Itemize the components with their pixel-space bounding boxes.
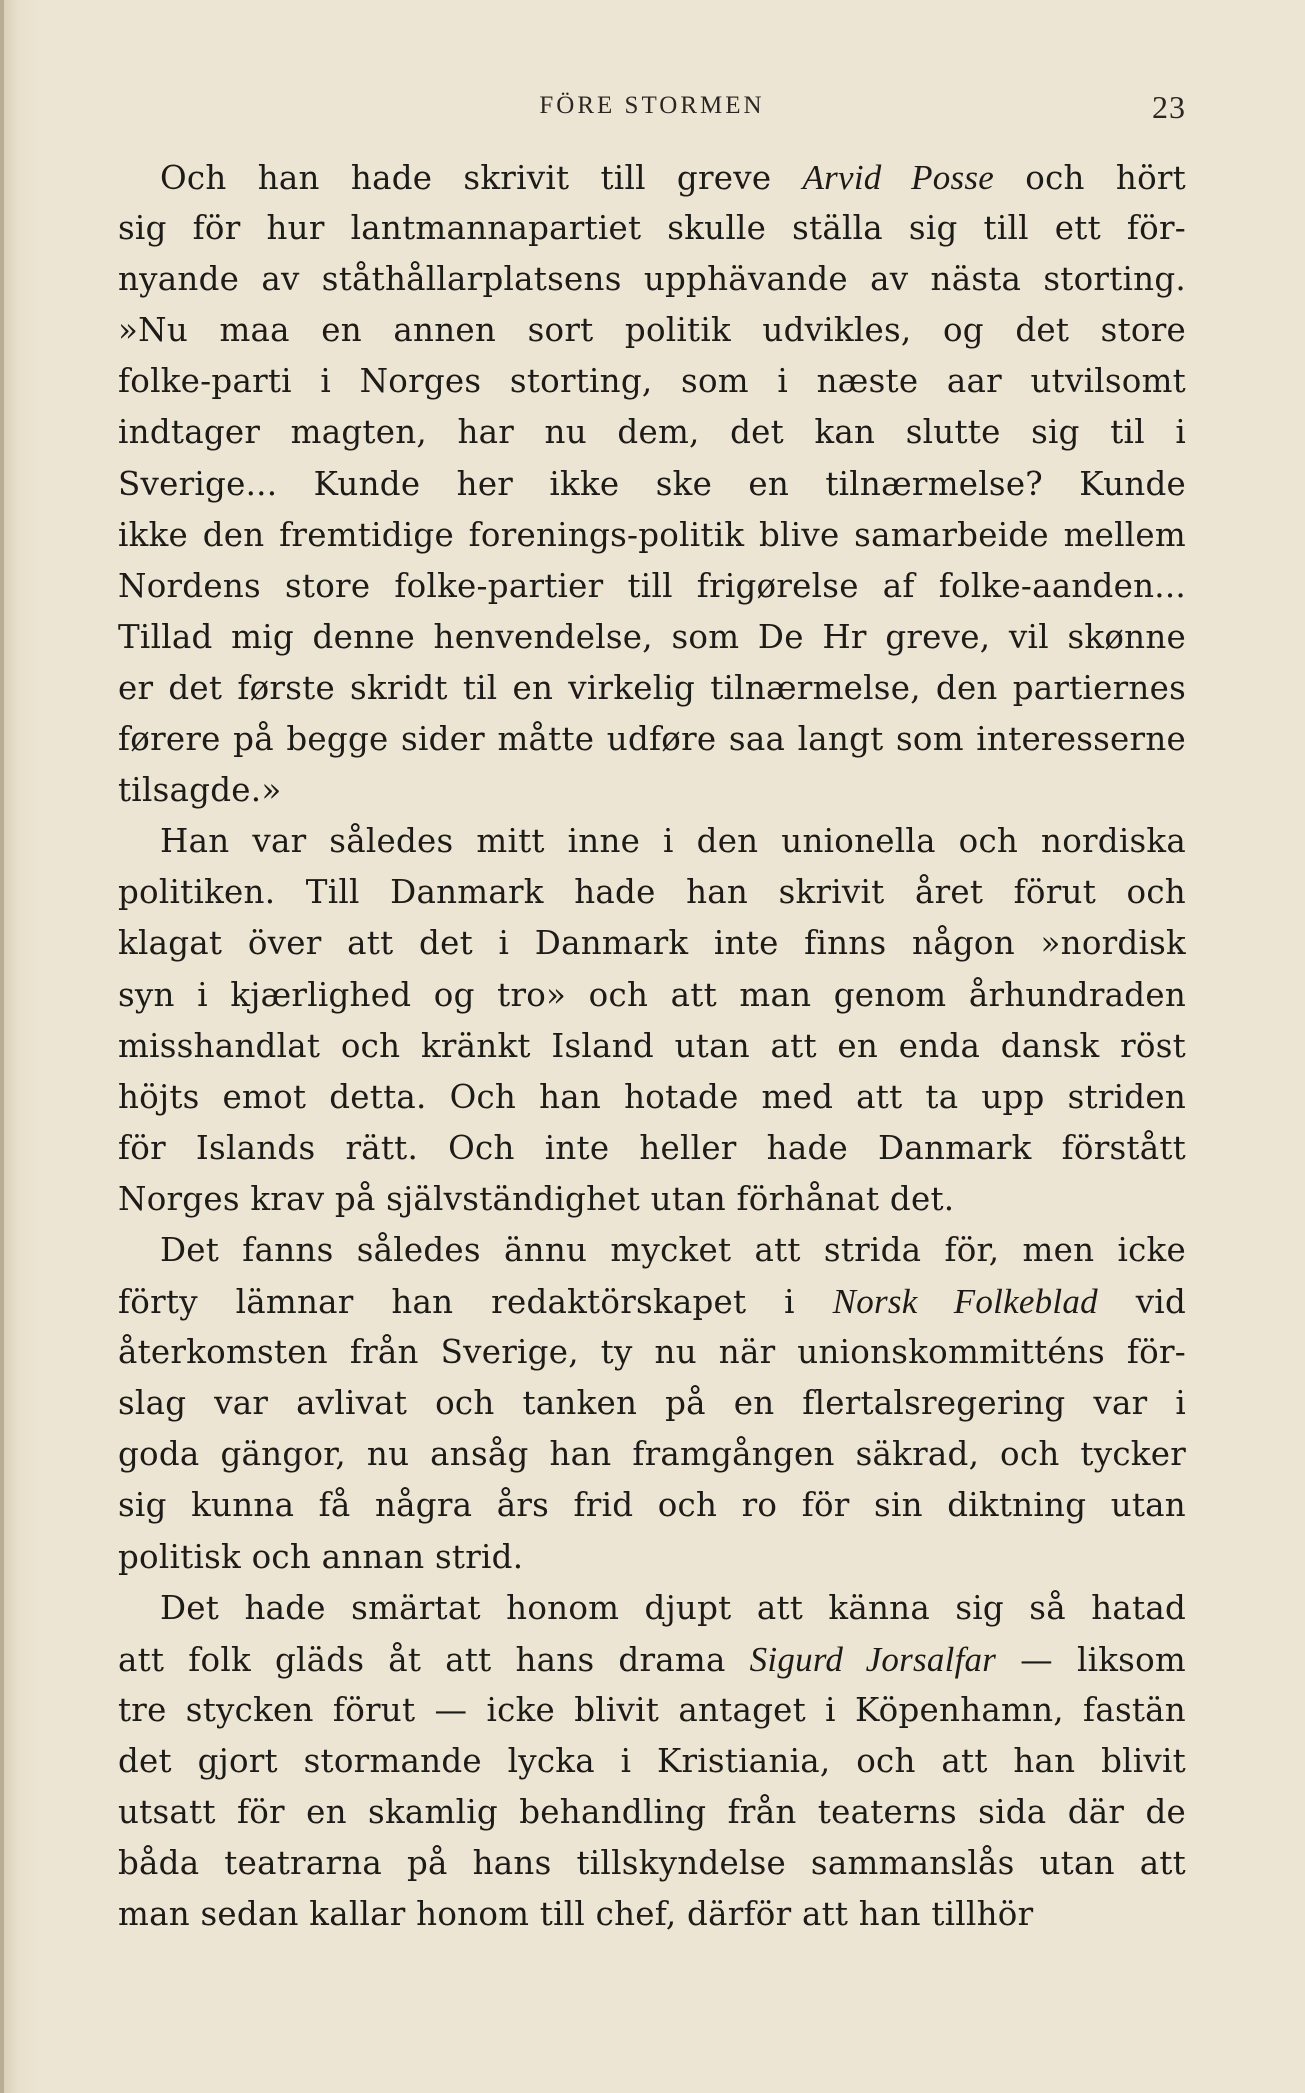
text-line	[118, 1480, 1186, 1531]
text-segment: Nordens store folke-partier till frigørelse af folke-aanden...	[118, 566, 1186, 605]
text-line	[118, 510, 1186, 561]
italic-title: Norsk Folkeblad	[832, 1282, 1098, 1322]
text-segment: folke-parti i Norges storting, som i næste aar utvilsomt	[118, 362, 1186, 401]
text-line	[118, 356, 1186, 407]
italic-title: Arvid Posse	[802, 158, 995, 197]
text-line	[118, 254, 1186, 305]
text-segment: politisk och annan strid.	[118, 1537, 524, 1576]
text-segment: Det hade smärtat honom djupt att känna sig så hatad	[160, 1588, 1186, 1627]
text-line	[118, 1429, 1186, 1480]
text-line	[118, 561, 1186, 612]
paragraph	[118, 152, 1186, 816]
text-line	[118, 1787, 1186, 1838]
text-line	[118, 1072, 1186, 1123]
text-segment: slag var avlivat och tanken på en flertalsregering var i	[118, 1384, 1186, 1423]
text-segment: Sverige... Kunde her ikke ske en tilnærmelse? Kunde	[118, 464, 1186, 503]
text-segment: förty lämnar han redaktörskapet i	[118, 1283, 833, 1322]
paragraph	[118, 1583, 1186, 1941]
text-line	[118, 970, 1186, 1021]
text-segment: Han var således mitt inne i den unionella och nordiska	[160, 822, 1186, 861]
text-segment: sig kunna få några års frid och ro för sin diktning utan	[118, 1486, 1186, 1525]
text-segment: — liksom	[996, 1640, 1186, 1679]
running-head	[118, 89, 1186, 132]
text-line	[118, 867, 1186, 918]
text-line	[118, 407, 1186, 458]
text-line	[118, 1123, 1186, 1174]
text-line	[118, 1838, 1186, 1889]
text-segment: misshandlat och kränkt Island utan att en enda dansk röst	[118, 1026, 1186, 1065]
running-head-title: FÖRE STORMEN	[539, 92, 765, 119]
text-line	[118, 1685, 1186, 1736]
text-line	[118, 1225, 1186, 1276]
text-segment: klagat över att det i Danmark inte finns någon »nordisk	[118, 924, 1186, 963]
text-segment: tre stycken förut — icke blivit antaget i Köpenhamn, fastän	[118, 1690, 1186, 1729]
text-line	[118, 1889, 1186, 1940]
text-line	[118, 1634, 1186, 1685]
text-line	[118, 918, 1186, 969]
paragraph	[118, 816, 1186, 1225]
text-segment: politiken. Till Danmark hade han skrivit året förut och	[118, 873, 1186, 912]
page-edge-shadow	[0, 0, 4, 2093]
text-segment: syn i kjærlighed og tro» och att man genom århundraden	[118, 975, 1186, 1014]
text-segment: Norges krav på självständighet utan förhånat det.	[118, 1179, 955, 1218]
text-segment: vid	[1097, 1283, 1186, 1322]
paragraph	[118, 1225, 1186, 1583]
text-segment: er det første skridt til en virkelig tilnærmelse, den partiernes	[118, 668, 1186, 707]
text-line	[118, 1174, 1186, 1225]
text-segment: ikke den fremtidige forenings-politik blive samarbeide mellem	[118, 515, 1186, 554]
text-segment: man sedan kallar honom till chef, därför att han tillhör	[118, 1895, 1034, 1934]
text-segment: goda gängor, nu ansåg han framgången säkrad, och tycker	[118, 1435, 1186, 1474]
text-segment: »Nu maa en annen sort politik udvikles, og det store	[118, 311, 1186, 350]
italic-title: Sigurd Jorsalfar	[749, 1639, 997, 1679]
text-segment: att folk gläds åt att hans drama	[118, 1640, 750, 1679]
text-segment: sig för hur lantmannapartiet skulle ställa sig till ett för-	[118, 209, 1186, 248]
text-segment: och hört	[994, 159, 1186, 197]
text-segment: Det fanns således ännu mycket att strida för, men icke	[160, 1230, 1186, 1269]
text-segment: höjts emot detta. Och han hotade med att ta upp striden	[118, 1077, 1186, 1116]
text-line	[118, 459, 1186, 510]
text-line	[118, 203, 1186, 254]
text-line	[118, 1378, 1186, 1429]
text-line	[118, 1276, 1186, 1327]
body-text	[118, 152, 1186, 1940]
text-line	[118, 714, 1186, 765]
text-line	[118, 1583, 1186, 1634]
text-line	[118, 1021, 1186, 1072]
text-segment: utsatt för en skamlig behandling från teaterns sida där de	[118, 1793, 1186, 1831]
text-segment: førere på begge sider måtte udføre saa langt som interesserne	[118, 720, 1186, 759]
text-line	[118, 1736, 1186, 1787]
text-segment: båda teatrarna på hans tillskyndelse sammanslås utan att	[118, 1844, 1186, 1883]
text-segment: nyande av ståthållarplatsens upphävande av nästa storting.	[118, 260, 1186, 299]
text-line	[118, 152, 1186, 203]
page-number: 23	[1152, 89, 1186, 125]
text-segment: det gjort stormande lycka i Kristiania, och att han blivit	[118, 1741, 1186, 1780]
text-line	[118, 816, 1186, 867]
text-segment: tilsagde.»	[118, 771, 282, 810]
text-segment: Tillad mig denne henvendelse, som De Hr greve, vil skønne	[118, 617, 1186, 656]
text-line	[118, 1532, 1186, 1583]
text-line	[118, 765, 1186, 816]
text-line	[118, 305, 1186, 356]
text-segment: indtager magten, har nu dem, det kan slutte sig til i	[118, 413, 1186, 452]
text-segment: för Islands rätt. Och inte heller hade Danmark förstått	[118, 1128, 1186, 1167]
text-line	[118, 1327, 1186, 1378]
text-segment: Och han hade skrivit till greve	[160, 159, 803, 197]
text-line	[118, 612, 1186, 663]
text-segment: återkomsten från Sverige, ty nu när unionskommitténs för-	[118, 1333, 1186, 1372]
text-line	[118, 663, 1186, 714]
